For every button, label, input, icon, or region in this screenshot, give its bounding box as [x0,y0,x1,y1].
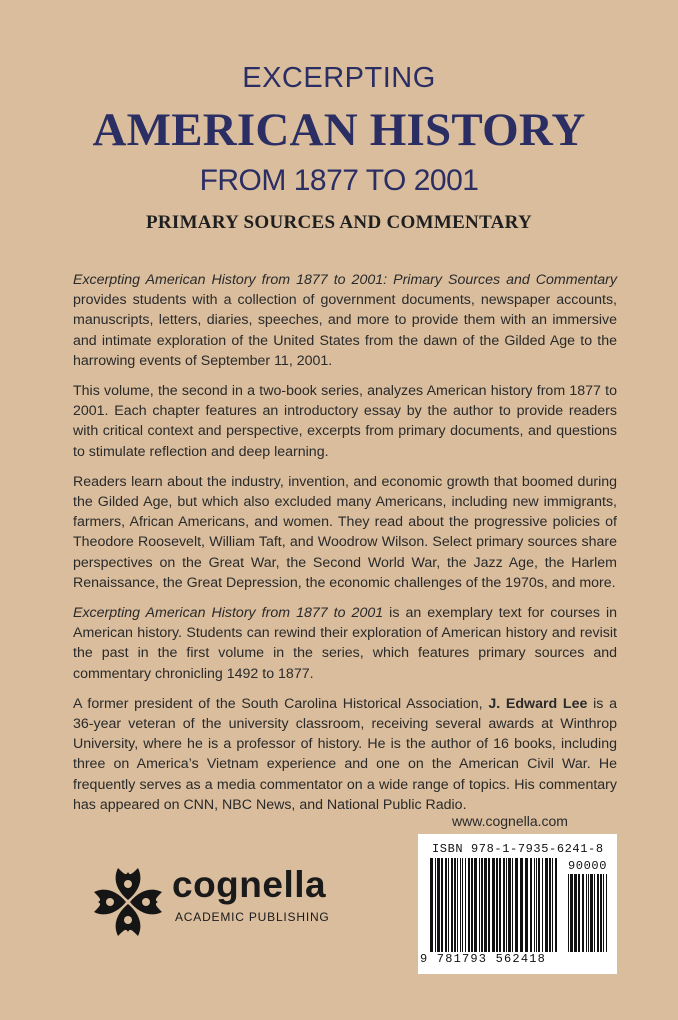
barcode-bar [597,874,599,952]
paragraph-text: A former president of the South Carolina Historical Association, [73,695,489,712]
paragraph-text: is a 36-year veteran of the university classroom, receiving several awards at Winthrop University, where he is a professor of history. He is the author of 16 books, including three on America’s Vietnam experience and one on the American Civil War. He frequently serves as a media commentator on a wide range of topics. His commentary has appeared on CNN, NBC News, and National Public Radio. [73,695,617,813]
barcode-bar [479,858,480,952]
barcode-bar [488,858,490,952]
barcode-bar [525,858,528,952]
barcode-bar [465,858,466,952]
barcode-bar [586,874,587,952]
author-name: J. Edward Lee [488,695,588,712]
ean-barcode-bars [428,858,562,952]
barcode-bar [570,874,573,952]
barcode-bar [435,858,436,952]
title-american-history: AMERICAN HISTORY [92,104,586,156]
paragraph-volume: This volume, the second in a two-book series, analyzes American history from 1877 to 2001. Each chapter features an introductory essay by the author to provide readers with critical context and perspective, excerpts from primary documents, and questions to stimulate reflection and deep learning. [73,383,617,460]
barcode-bar [430,858,433,952]
addon-barcode-bars [566,874,610,952]
barcode-bar [590,874,593,952]
barcode-bar [484,858,487,952]
paragraph-text: provides students with a collection of government documents, newspaper accounts, manuscripts, letters, diaries, speeches, and more to provide them with an immersive and intimate exploration of the United States from the dawn of the Gilded Age to the harrowing events of September 11, 2001. [73,292,617,369]
title-excerpting: EXCERPTING [242,62,436,94]
barcode-bar [603,874,604,952]
barcode-bar [582,874,584,952]
barcode-bar [536,858,537,952]
book-title-italic: Excerpting American History from 1877 to 2001: Primary Sources and Commentary [73,272,617,288]
barcode-bar [474,858,477,952]
barcode-bar [530,858,532,952]
publisher-name: cognella [172,864,327,905]
barcode-bar [457,858,458,952]
barcode-bar [471,858,473,952]
barcode-bar [538,858,540,952]
barcode-bar [594,874,595,952]
barcode-bar [441,858,443,952]
barcode-bar [600,874,602,952]
barcode-bar [545,858,548,952]
barcode-bar [503,858,505,952]
barcode-bar [515,858,518,952]
barcode-bar [462,858,463,952]
paragraph-text: is an exemplary text for courses in American history. Students can rewind their exploration of American history and revisit the past in the first volume in the series, which features primary sources and commentary chronicling 1492 to 1877. [73,605,617,682]
isbn-barcode [418,834,617,974]
subtitle: PRIMARY SOURCES AND COMMENTARY [145,212,533,233]
barcode-bar [574,874,577,952]
barcode-bar [552,858,553,952]
barcode-bar [606,874,607,952]
barcode-bar [460,858,461,952]
barcode-bar [496,858,498,952]
barcode-bar [451,858,453,952]
paragraph-overview [73,270,617,371]
price-code: 90000 [568,859,608,873]
barcode-bar [578,874,580,952]
paragraph-author-bio [73,694,617,815]
barcode-bar [492,858,495,952]
back-cover-description [73,270,617,825]
title-date-range: FROM 1877 TO 2001 [199,164,479,197]
barcode-bar [508,858,511,952]
barcode-bar [555,858,557,952]
paragraph-course-use [73,603,617,684]
barcode-bar [568,874,569,952]
barcode-bar [506,858,507,952]
barcode-bar [588,874,589,952]
book-title-italic: Excerpting American History from 1877 to 2001 [73,605,384,622]
barcode-bar [520,858,523,952]
barcode-bar [499,858,501,952]
barcode-bar [437,858,440,952]
barcode-bar [549,858,551,952]
publisher-tagline: ACADEMIC PUBLISHING [175,910,330,924]
publisher-website: www.cognella.com [452,813,568,829]
isbn-label: ISBN 978-1-7935-6241-8 [432,842,604,856]
publisher-logo [88,862,348,942]
barcode-bar [534,858,535,952]
barcode-bar [512,858,513,952]
barcode-digits: 9 781793 562418 [420,952,547,966]
barcode-bar [448,858,449,952]
barcode-bar [454,858,456,952]
barcode-bar [468,858,470,952]
barcode-bar [445,858,447,952]
paragraph-topics: Readers learn about the industry, invention, and economic growth that boomed during the Gilded Age, but which also excluded many Americans, including new immigrants, farmers, African Americans, and women. They read about the progressive policies of Theodore Roosevelt, William Taft, and Woodrow Wilson. Select primary sources share perspectives on the Great War, the Second World War, the Jazz Age, the Harlem Renaissance, the Great Depression, the economic challenges of the 1970s, and more. [73,473,617,591]
cognella-flower-icon [88,862,168,942]
barcode-bar [481,858,483,952]
barcode-bar [542,858,543,952]
